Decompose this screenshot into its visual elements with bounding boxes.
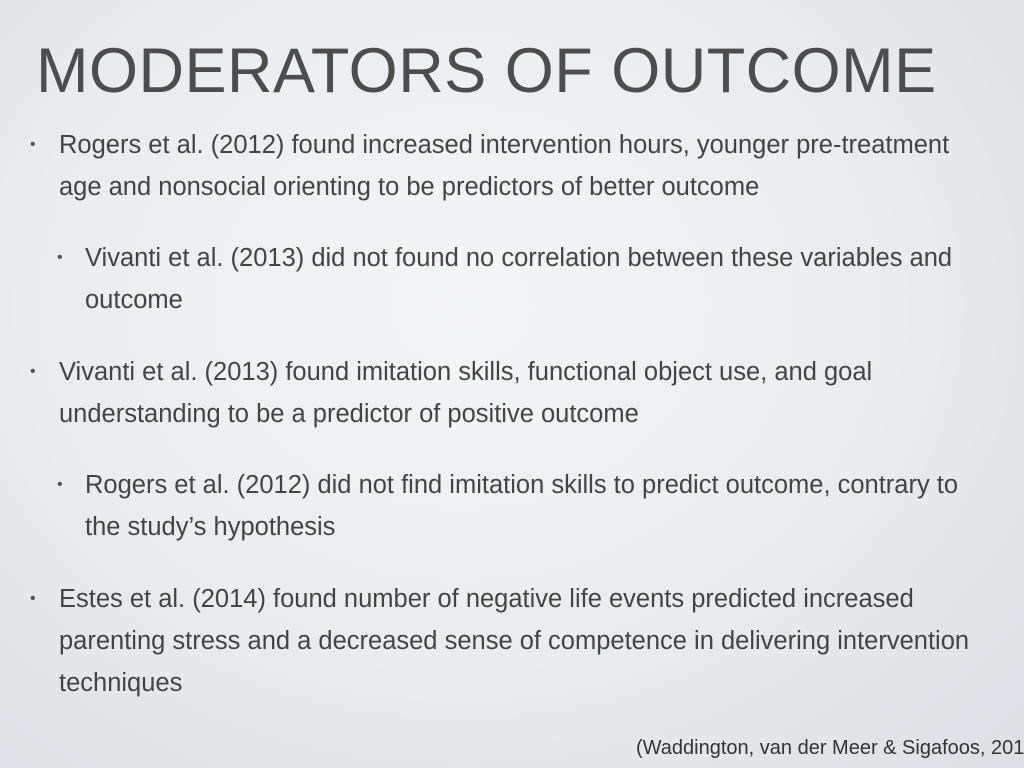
bullet-marker: • [30, 363, 36, 380]
bullet-item [30, 351, 990, 435]
bullet-text: Rogers et al. (2012) did not find imitation skills to predict outcome, contrary to the study’s hypothesis [85, 471, 959, 541]
bullet-marker: • [57, 249, 63, 266]
bullet-item [30, 124, 990, 208]
bullet-marker: • [57, 476, 63, 493]
citation: (Waddington, van der Meer & Sigafoos, 201 [636, 737, 1024, 759]
sub-bullet-item [30, 464, 990, 548]
bullet-text: Estes et al. (2014) found number of negative life events predicted increased parenting stress and a decreased sense of competence in delivering intervention techniques [59, 585, 970, 697]
bullet-marker: • [30, 136, 36, 153]
slide-title: MODERATORS OF OUTCOME [36, 36, 937, 106]
bullet-item [30, 578, 990, 704]
bullet-text: Vivanti et al. (2013) did not found no correlation between these variables and outcome [85, 244, 953, 314]
bullet-marker: • [30, 590, 36, 607]
sub-bullet-item [30, 237, 990, 321]
bullet-text: Rogers et al. (2012) found increased intervention hours, younger pre-treatment age and nonsocial orienting to be predictors of better outcome [59, 131, 950, 201]
bullet-text: Vivanti et al. (2013) found imitation skills, functional object use, and goal understanding to be a predictor of positive outcome [59, 358, 873, 428]
bullet-list [30, 124, 990, 704]
